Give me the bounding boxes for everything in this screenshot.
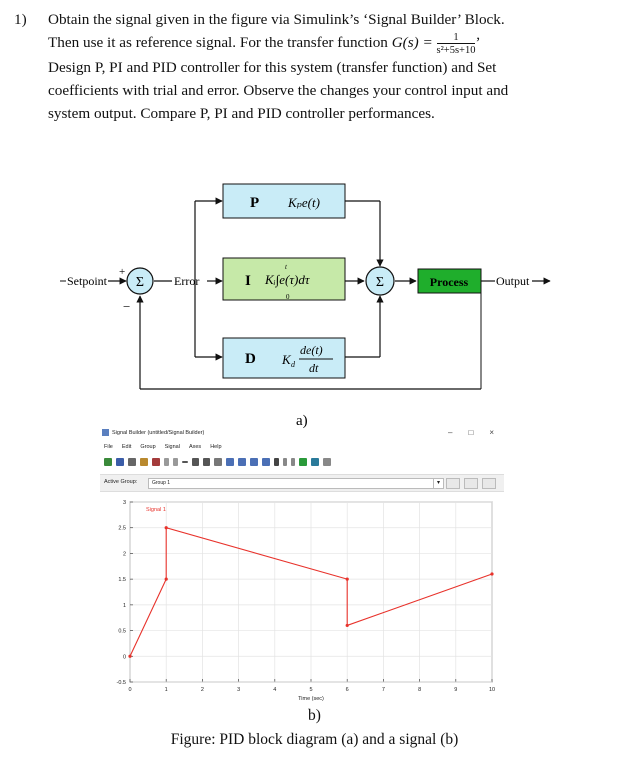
y-tick-label: 1 <box>122 602 126 609</box>
menu-file[interactable]: File <box>104 444 113 450</box>
pid-block-diagram <box>0 170 629 432</box>
window-title: Signal Builder (untitled/Signal Builder) <box>112 429 205 436</box>
x-axis-label: Time (sec) <box>298 696 324 702</box>
menu-edit[interactable]: Edit <box>121 444 132 450</box>
library-icon[interactable] <box>323 458 331 466</box>
menu-help[interactable]: Help <box>210 444 222 450</box>
export-icon[interactable] <box>311 458 319 466</box>
question-line-1: Obtain the signal given in the figure via Simulink’s ‘Signal Builder’ Block. <box>48 11 505 28</box>
x-tick-label: 0 <box>128 687 132 693</box>
d-block-letter: D <box>245 351 256 367</box>
step-icon[interactable] <box>192 458 199 466</box>
play-icon[interactable] <box>274 458 279 466</box>
caption-b: b) <box>308 707 321 724</box>
output-label: Output <box>496 274 530 288</box>
window-title-bar <box>102 429 204 436</box>
grid-icon[interactable] <box>214 458 222 466</box>
zoom-icon[interactable] <box>238 458 246 466</box>
signal-point <box>346 578 349 581</box>
tf-denominator: s²+5s+10 <box>436 44 476 56</box>
y-tick-label: 0.5 <box>118 628 126 635</box>
zoom-out-icon[interactable] <box>262 458 270 466</box>
signal-plot[interactable] <box>100 492 504 704</box>
tf-tail: ’ <box>475 34 481 51</box>
p-block-expression: Kₚe(t) <box>288 195 320 210</box>
menu-signal[interactable]: Signal <box>164 444 180 450</box>
i-block-lower-limit: 0 <box>286 293 290 301</box>
copy-icon[interactable] <box>140 458 148 466</box>
minus-sign: − <box>123 299 131 314</box>
d-block-k-sub: d <box>291 360 295 369</box>
x-tick-label: 5 <box>309 687 313 693</box>
maximize-button[interactable]: □ <box>468 428 474 437</box>
active-group-select[interactable]: Group 1 <box>148 478 443 489</box>
y-tick-label: 2 <box>122 551 126 558</box>
y-tick-label: 1.5 <box>118 577 126 584</box>
simulink-icon <box>102 429 109 436</box>
open-icon[interactable] <box>104 458 112 466</box>
question-line-4: coefficients with trial and error. Observe the changes your control input and <box>48 81 509 99</box>
x-tick-label: 6 <box>345 687 349 693</box>
constant-icon[interactable] <box>182 461 188 463</box>
signal-point <box>490 572 493 575</box>
p-block <box>223 184 345 218</box>
d-block-numerator: de(t) <box>300 343 323 357</box>
group-remove-button[interactable] <box>482 478 496 489</box>
pulse-icon[interactable] <box>203 458 210 466</box>
i-block-letter: I <box>245 273 251 289</box>
tf-numerator: 1 <box>453 31 459 43</box>
setpoint-label: Setpoint <box>67 274 108 288</box>
x-tick-label: 8 <box>418 687 422 693</box>
sum-1-symbol: Σ <box>135 275 145 290</box>
p-block-letter: P <box>250 195 260 211</box>
process-label: Process <box>429 275 469 289</box>
signal-point <box>165 578 168 581</box>
signal-point <box>128 655 131 658</box>
menu-axes[interactable]: Axes <box>188 444 202 450</box>
x-tick-label: 2 <box>200 687 204 693</box>
x-tick-label: 3 <box>237 687 241 693</box>
y-tick-label: -0.5 <box>116 680 126 686</box>
group-option-button[interactable] <box>446 478 460 489</box>
signal-point <box>346 624 349 627</box>
redo-icon[interactable] <box>173 458 178 466</box>
paste-icon[interactable] <box>152 458 160 466</box>
active-group-label: Active Group: <box>104 479 138 485</box>
toolbar <box>104 458 331 466</box>
d-block-k: K <box>282 352 291 367</box>
signal-builder-window <box>100 422 504 704</box>
question-number: 1) <box>14 11 27 28</box>
question-line-5: system output. Compare P, PI and PID controller performances. <box>48 104 435 122</box>
window-controls <box>448 428 494 437</box>
i-block-expression: Kᵢ∫e(τ)dτ <box>265 272 310 287</box>
group-add-button[interactable] <box>464 478 478 489</box>
menu-bar <box>104 444 222 450</box>
stop-icon[interactable] <box>291 458 295 466</box>
fit-icon[interactable] <box>250 458 258 466</box>
menu-group[interactable]: Group <box>140 444 156 450</box>
save-icon[interactable] <box>116 458 124 466</box>
y-tick-label: 3 <box>122 500 126 506</box>
close-button[interactable]: × <box>489 428 494 437</box>
figure-caption: Figure: PID block diagram (a) and a signal (b) <box>170 731 459 748</box>
question-line-2 <box>48 31 620 56</box>
minimize-button[interactable]: – <box>448 428 453 437</box>
run-icon[interactable] <box>299 458 307 466</box>
chevron-down-icon[interactable]: ▾ <box>433 478 444 489</box>
sum-2-symbol: Σ <box>375 275 385 290</box>
d-block-denominator: dt <box>309 361 319 375</box>
x-tick-label: 4 <box>273 687 277 693</box>
active-group-bar <box>100 474 504 492</box>
signal-icon[interactable] <box>226 458 234 466</box>
x-tick-label: 10 <box>488 687 496 693</box>
i-block-upper-limit: t <box>285 263 287 271</box>
transfer-function-lhs: G(s) = <box>391 34 433 51</box>
question-line-2-text: Then use it as reference signal. For the transfer function <box>48 34 392 51</box>
question-paragraph <box>14 8 620 125</box>
plus-sign: + <box>119 266 126 278</box>
signal-name-label: Signal 1 <box>146 507 166 513</box>
x-tick-label: 9 <box>454 687 458 693</box>
question-line-3: Design P, PI and PID controller for this system (transfer function) and Set <box>48 58 497 76</box>
x-tick-label: 7 <box>381 687 385 693</box>
pause-icon[interactable] <box>283 458 287 466</box>
cut-icon[interactable] <box>128 458 136 466</box>
caption-a: a) <box>296 413 308 429</box>
y-tick-label: 0 <box>122 654 126 661</box>
y-tick-label: 2.5 <box>118 525 126 532</box>
signal-point <box>165 526 168 529</box>
x-tick-label: 1 <box>164 687 168 693</box>
undo-icon[interactable] <box>164 458 169 466</box>
error-label: Error <box>174 274 200 288</box>
transfer-function-fraction <box>437 32 476 56</box>
